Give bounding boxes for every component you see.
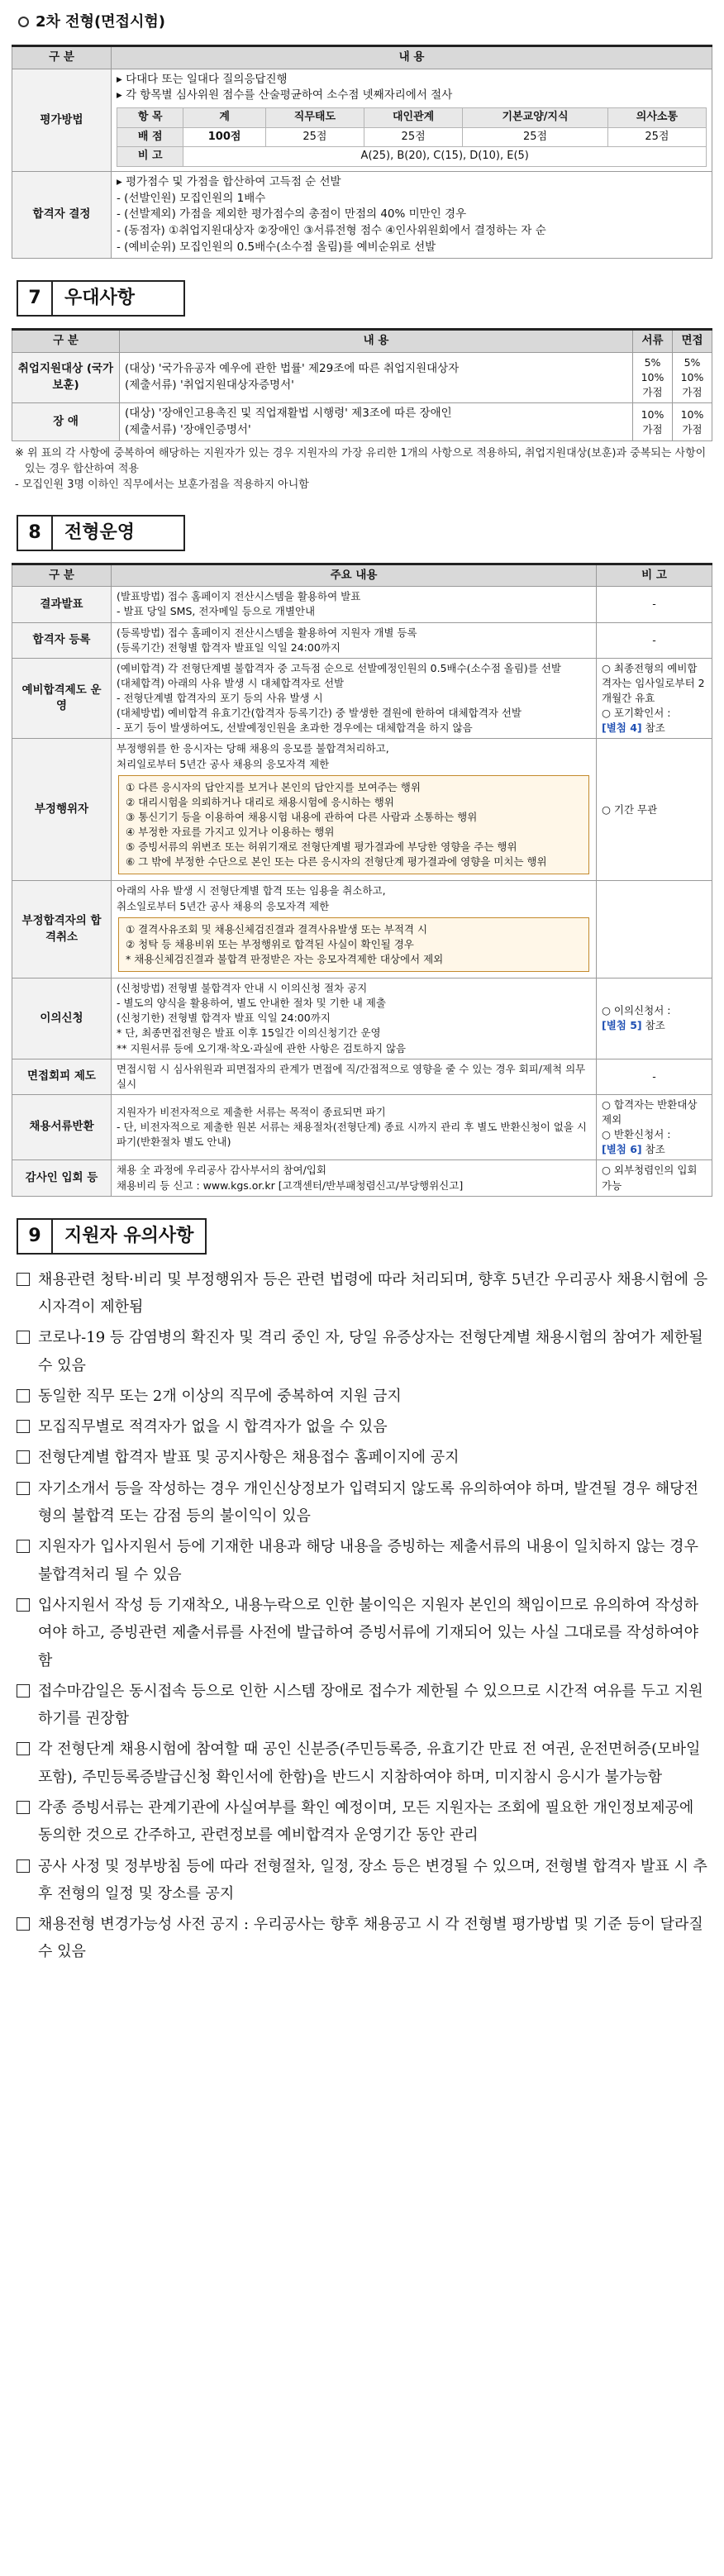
score-cell: 직무태도	[265, 107, 364, 127]
score-cell: 대인관계	[364, 107, 463, 127]
row-line: (제출서류) '장애인증명서'	[125, 422, 251, 436]
checkbox-icon	[17, 1801, 30, 1814]
preference-notes	[15, 446, 709, 493]
pass-item: - (예비순위) 모집인원의 0.5배수(소수점 올림)를 예비순위로 선발	[117, 240, 436, 254]
row-content: (신청방법) 전형별 불합격자 안내 시 이의신청 절차 공지 - 별도의 양식을 활용하여, 별도 안내한 절차 및 기한 내 제출 (신청기한) 전형별 합격자 발표 익일 24:00까지 * 단, 최종면접전형은 발표 이후 15일간 이의신청기간 운영 ** 지원서류 등에 오기재·착오·과실에 관한 사항은 검토하지 않음	[112, 978, 597, 1059]
section-number: 8	[17, 515, 53, 551]
col-header-category: 구 분	[12, 46, 112, 69]
pass-decision-content	[112, 172, 712, 259]
col-header: 구 분	[12, 330, 120, 353]
score-cell: 25점	[265, 127, 364, 147]
score-cell: 비 고	[117, 147, 183, 167]
caution-list	[15, 1266, 709, 1966]
caution-item: 전형단계별 합격자 발표 및 공지사항은 채용접수 홈페이지에 공지	[15, 1444, 709, 1471]
caution-item: 접수마감일은 동시접속 등으로 인한 시스템 장애로 접수가 제한될 수 있으므로 시간적 여유를 두고 지원하기를 권장함	[15, 1678, 709, 1733]
row-content: 아래의 사유 발생 시 전형단계별 합격 또는 임용을 취소하고, 취소일로부터 5년간 공사 채용의 응모자격 제한 ① 결격사유조회 및 채용신체검진결과 결격사유발생 또는 부적격 시 ② 청탁 등 채용비위 또는 부정행위로 합격된 사실이 확인될 경우 * 채용신체검진결과 불합격 판정받은 자는 응모자격제한 대상에서 제외	[112, 881, 597, 978]
attachment-link[interactable]: [별첨 5]	[602, 1019, 642, 1032]
table-row	[12, 352, 712, 402]
score-cell: 100점	[183, 127, 265, 147]
section-title: 전형운영	[53, 515, 185, 551]
score-table	[117, 107, 707, 168]
score-cell: A(25), B(20), C(15), D(10), E(5)	[183, 147, 707, 167]
score-cell: 25점	[607, 127, 706, 147]
row-content: 부정행위를 한 응시자는 당해 채용의 응모를 불합격처리하고, 처리일로부터 5년간 공사 채용의 응모자격 제한 ① 다른 응시자의 답안지를 보거나 본인의 답안지를 보여주는 행위 ② 대리시험을 의뢰하거나 대리로 채용시험에 응시하는 행위 ③ 통신기기 등을 이용하여 채용시험 내용에 관하여 다른 사람과 소통하는 행위 ④ 부정한 자료를 가지고 있거나 이용하는 행위 ⑤ 증빙서류의 위변조 또는 허위기재로 전형단계별 평가결과에 부당한 영향을 주는 행위 ⑥ 그 밖에 부정한 수단으로 본인 또는 다른 응시자의 전형단계 평가결과에 영향을 미치는 행위	[112, 739, 597, 881]
pass-item: ▸ 평가점수 및 가점을 합산하여 고득점 순 선발	[117, 175, 341, 189]
section-7-heading	[17, 280, 712, 317]
row-content: 면접시험 시 심사위원과 피면접자의 관계가 면접에 직/간접적으로 영향을 줄 수 있는 경우 회피/제척 의무 실시	[112, 1059, 597, 1094]
row-label: 이의신청	[12, 978, 112, 1059]
table-row	[12, 1094, 712, 1160]
preference-table	[12, 328, 712, 441]
row-label: 결과발표	[12, 587, 112, 622]
row-label: 예비합격제도 운영	[12, 658, 112, 739]
caution-item: 모집직무별로 적격자가 없을 시 합격자가 없을 수 있음	[15, 1413, 709, 1440]
col-header: 주요 내용	[112, 564, 597, 587]
pass-item: - (선발제외) 가점을 제외한 평가점수의 총점이 만점의 40% 미만인 경우	[117, 207, 467, 221]
eval-method-content	[112, 69, 712, 172]
row-note: -	[597, 587, 712, 622]
caution-item: 자기소개서 등을 작성하는 경우 개인신상정보가 입력되지 않도록 유의하여야 하며, 발견될 경우 해당전형의 불합격 또는 감점 등의 불이익이 있음	[15, 1475, 709, 1531]
checkbox-icon	[17, 1420, 30, 1433]
row-label: 감사인 입회 등	[12, 1160, 112, 1196]
row-line: (대상) '장애인고용촉진 및 직업재활법 시행령' 제3조에 따른 장애인	[125, 407, 452, 421]
section-title: 우대사항	[53, 280, 185, 317]
section-9-heading	[17, 1218, 712, 1255]
section-8-heading	[17, 515, 712, 551]
row-label: 부정합격자의 합격취소	[12, 881, 112, 978]
row-content	[120, 352, 633, 402]
cancellation-list-box: ① 결격사유조회 및 채용신체검진결과 결격사유발생 또는 부적격 시 ② 청탁 등 채용비위 또는 부정행위로 합격된 사실이 확인될 경우 * 채용신체검진결과 불합격 판정받은 자는 응모자격제한 대상에서 제외	[118, 917, 589, 972]
eval-bullet: ▸ 다대다 또는 일대다 질의응답진행	[117, 72, 288, 86]
note-line: ※ 위 표의 각 사항에 중복하여 해당하는 지원자가 있는 경우 지원자의 가장 유리한 1개의 사항으로 적용하되, 취업지원대상(보훈)과 중복되는 사항이 있는 경우 합산하여 적용	[15, 447, 707, 476]
eval-method-label: 평가방법	[12, 69, 112, 172]
row-note: ○ 합격자는 반환대상 제외 ○ 반환신청서 : [별첨 6] 참조	[597, 1094, 712, 1160]
caution-item: 각 전형단계 채용시험에 참여할 때 공인 신분증(주민등록증, 유효기간 만료 전 여권, 운전면허증(모바일 포함), 주민등록증발급신청 확인서에 한함)을 반드시 지참하여야 하며, 미지참시 응시가 불가능함	[15, 1736, 709, 1791]
attachment-link[interactable]: [별첨 4]	[602, 721, 642, 735]
score-cell: 계	[183, 107, 265, 127]
doc-rate: 5% 10% 가점	[633, 352, 673, 402]
table-row	[12, 1160, 712, 1196]
table-row	[12, 658, 712, 739]
checkbox-icon	[17, 1742, 30, 1755]
score-cell: 배 점	[117, 127, 183, 147]
table-row	[12, 739, 712, 881]
row-label: 부정행위자	[12, 739, 112, 881]
row-note: ○ 외부청렴인의 입회 가능	[597, 1160, 712, 1196]
attachment-link[interactable]: [별첨 6]	[602, 1143, 642, 1156]
table-row	[12, 622, 712, 658]
score-cell: 25점	[364, 127, 463, 147]
col-header: 면접	[673, 330, 712, 353]
row-note: ○ 최종전형의 예비합격자는 임사일로부터 2개월간 유효 ○ 포기확인서 : [별첨 4] 참조	[597, 658, 712, 739]
interview-stage-heading	[18, 12, 712, 33]
section-number: 7	[17, 280, 53, 317]
operation-table	[12, 563, 712, 1197]
section-number: 9	[17, 1218, 53, 1255]
section-title: 지원자 유의사항	[53, 1218, 207, 1255]
row-content: (등록방법) 접수 홈페이지 전산시스템을 활용하여 지원자 개별 등록 (등록기간) 전형별 합격자 발표일 익일 24:00까지	[112, 622, 597, 658]
checkbox-icon	[17, 1389, 30, 1402]
score-cell: 의사소통	[607, 107, 706, 127]
caution-item: 동일한 직무 또는 2개 이상의 직무에 중복하여 지원 금지	[15, 1383, 709, 1410]
caution-item: 각종 증빙서류는 관계기관에 사실여부를 확인 예정이며, 모든 지원자는 조회에 필요한 개인정보제공에 동의한 것으로 간주하고, 관련정보를 예비합격자 운영기간 동안 관리	[15, 1794, 709, 1850]
row-label: 합격자 등록	[12, 622, 112, 658]
caution-item: 채용관련 청탁·비리 및 부정행위자 등은 관련 법령에 따라 처리되며, 향후 5년간 우리공사 채용시험에 응시자격이 제한됨	[15, 1266, 709, 1321]
caution-item: 채용전형 변경가능성 사전 공지 : 우리공사는 향후 채용공고 시 각 전형별 평가방법 및 기준 등이 달라질 수 있음	[15, 1911, 709, 1966]
row-note	[597, 881, 712, 978]
checkbox-icon	[17, 1917, 30, 1931]
eval-bullet: ▸ 각 항목별 심사위원 점수를 산술평균하여 소수점 넷째자리에서 절사	[117, 88, 453, 102]
interview-table	[12, 45, 712, 259]
row-note: -	[597, 622, 712, 658]
col-header: 내 용	[120, 330, 633, 353]
pass-decision-label: 합격자 결정	[12, 172, 112, 259]
col-header: 구 분	[12, 564, 112, 587]
interview-rate: 5% 10% 가점	[673, 352, 712, 402]
row-note: ○ 기간 무관	[597, 739, 712, 881]
checkbox-icon	[17, 1859, 30, 1873]
circle-bullet-icon	[18, 17, 29, 27]
row-note: ○ 이의신청서 : [별첨 5] 참조	[597, 978, 712, 1059]
note-line: - 모집인원 3명 이하인 직무에서는 보훈가점을 적용하지 아니함	[15, 478, 309, 491]
interview-rate: 10% 가점	[673, 403, 712, 441]
row-label: 면접회피 제도	[12, 1059, 112, 1094]
table-row	[12, 1059, 712, 1094]
checkbox-icon	[17, 1450, 30, 1464]
checkbox-icon	[17, 1540, 30, 1553]
table-row	[12, 587, 712, 622]
col-header-content: 내 용	[112, 46, 712, 69]
pass-item: - (동점자) ①취업지원대상자 ②장애인 ③서류전형 점수 ④인사위원회에서 결정하는 자 순	[117, 224, 546, 237]
score-cell: 기본교양/지식	[463, 107, 608, 127]
caution-item: 입사지원서 작성 등 기재착오, 내용누락으로 인한 불이익은 지원자 본인의 책임이므로 유의하여 작성하여야 하고, 증빙관련 제출서류를 사전에 발급하여 증빙서류에 기재되어 있는 사실 그대로를 작성하여야 함	[15, 1592, 709, 1674]
table-row	[12, 978, 712, 1059]
caution-item: 지원자가 입사지원서 등에 기재한 내용과 해당 내용을 증빙하는 제출서류의 내용이 일치하지 않는 경우 불합격처리 될 수 있음	[15, 1533, 709, 1588]
col-header: 비 고	[597, 564, 712, 587]
row-content: (예비합격) 각 전형단계별 불합격자 중 고득점 순으로 선발예정인원의 0.5배수(소수점 올림)를 선발 (대체합격) 아래의 사유 발생 시 대체합격자로 선발 - 전형단계별 합격자의 포기 등의 사유 발생 시 (대체방법) 예비합격 유효기간(합격자 등록기간) 중 발생한 결원에 한하여 대체합격자 선발 - 포기 등이 발생하여도, 선발예정인원을 초과한 경우에는 대체합격을 하지 않음	[112, 658, 597, 739]
row-label: 장 애	[12, 403, 120, 441]
row-content: 채용 全 과정에 우리공사 감사부서의 참여/입회 채용비리 등 신고 : www.kgs.or.kr [고객센터/반부패청렴신고/부당행위신고]	[112, 1160, 597, 1196]
checkbox-icon	[17, 1684, 30, 1697]
cheating-list-box: ① 다른 응시자의 답안지를 보거나 본인의 답안지를 보여주는 행위 ② 대리시험을 의뢰하거나 대리로 채용시험에 응시하는 행위 ③ 통신기기 등을 이용하여 채용시험 내용에 관하여 다른 사람과 소통하는 행위 ④ 부정한 자료를 가지고 있거나 이용하는 행위 ⑤ 증빙서류의 위변조 또는 허위기재로 전형단계별 평가결과에 부당한 영향을 주는 행위 ⑥ 그 밖에 부정한 수단으로 본인 또는 다른 응시자의 전형단계 평가결과에 영향을 미치는 행위	[118, 775, 589, 875]
row-label: 채용서류반환	[12, 1094, 112, 1160]
caution-item: 공사 사정 및 정부방침 등에 따라 전형절차, 일정, 장소 등은 변경될 수 있으며, 전형별 합격자 발표 시 추후 전형의 일정 및 장소를 공지	[15, 1853, 709, 1908]
row-note: -	[597, 1059, 712, 1094]
col-header: 서류	[633, 330, 673, 353]
table-row	[12, 403, 712, 441]
checkbox-icon	[17, 1598, 30, 1612]
caution-item: 코로나-19 등 감염병의 확진자 및 격리 중인 자, 당일 유증상자는 전형단계별 채용시험의 참여가 제한될 수 있음	[15, 1324, 709, 1379]
interview-stage-title: 2차 전형(면접시험)	[36, 13, 165, 31]
row-content: (발표방법) 접수 홈페이지 전산시스템을 활용하여 발표 - 발표 당일 SMS, 전자메일 등으로 개별안내	[112, 587, 597, 622]
checkbox-icon	[17, 1482, 30, 1495]
row-content	[120, 403, 633, 441]
row-content: 지원자가 비전자적으로 제출한 서류는 목적이 종료되면 파기 - 단, 비전자적으로 제출한 원본 서류는 채용절차(전형단계) 종료 시까지 관리 후 별도 반환신청이 없을 시 파기(반환절차 별도 안내)	[112, 1094, 597, 1160]
checkbox-icon	[17, 1273, 30, 1286]
score-cell: 25점	[463, 127, 608, 147]
pass-item: - (선발인원) 모집인원의 1배수	[117, 191, 266, 205]
doc-rate: 10% 가점	[633, 403, 673, 441]
table-row	[12, 881, 712, 978]
score-cell: 항 목	[117, 107, 183, 127]
checkbox-icon	[17, 1331, 30, 1344]
row-line: (제출서류) '취업지원대상자증명서'	[125, 378, 294, 392]
row-label: 취업지원대상 (국가보훈)	[12, 352, 120, 402]
row-line: (대상) '국가유공자 예우에 관한 법률' 제29조에 따른 취업지원대상자	[125, 362, 460, 376]
